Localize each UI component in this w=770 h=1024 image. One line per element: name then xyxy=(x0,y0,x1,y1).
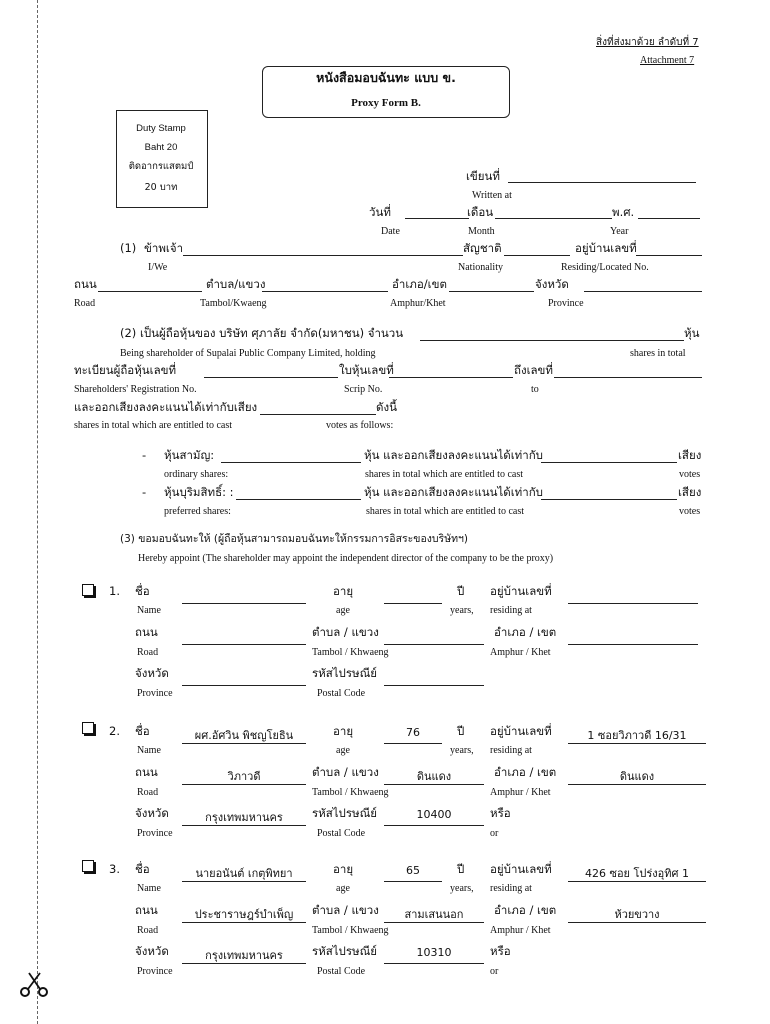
proxy-3-province-thai: จังหวัด xyxy=(135,944,169,958)
month-thai: เดือน xyxy=(467,205,494,219)
proxy-1-postal-en: Postal Code xyxy=(317,688,366,699)
proxy-3-or-thai: หรือ xyxy=(490,944,511,958)
proxy-3-age-value[interactable]: 65 xyxy=(406,864,420,877)
proxy-1-amphur-en: Amphur / Khet xyxy=(490,647,551,658)
proxy-1-province-line xyxy=(182,685,306,686)
proxy-3-age-en: age xyxy=(336,883,350,894)
proxy-1-province-thai: จังหวัด xyxy=(135,666,169,680)
s2-line1-en: Being shareholder of Supalai Public Company Limited, holding xyxy=(120,348,376,359)
date-line[interactable] xyxy=(405,218,469,219)
date-en: Date xyxy=(381,226,400,237)
s1-residing-thai: อยู่บ้านเลขที่ xyxy=(575,241,637,255)
attachment-thai: สิ่งที่ส่งมาด้วย ลำดับที่ 7 xyxy=(596,37,699,48)
proxy-1-years-thai: ปี xyxy=(457,584,465,598)
s2-to-thai: ถึงเลขที่ xyxy=(514,363,553,377)
proxy-2-tambol-line xyxy=(384,784,484,785)
proxy-2-amphur-value[interactable]: ดินแดง xyxy=(619,770,655,783)
proxy-3-amphur-value[interactable]: ห้วยขวาง xyxy=(614,908,660,921)
proxy-3-residing-en: residing at xyxy=(490,883,532,894)
proxy-3-road-thai: ถนน xyxy=(135,903,158,917)
attachment-en: Attachment 7 xyxy=(640,55,695,66)
month-line[interactable] xyxy=(495,218,612,219)
s2-scrip-thai: ใบหุ้นเลขที่ xyxy=(339,363,394,377)
date-thai: วันที่ xyxy=(369,205,391,219)
s2-ordinary-mid-en: shares in total which are entitled to cast xyxy=(365,469,524,480)
proxy-3-or-en: or xyxy=(490,966,499,977)
proxy-1-road-line xyxy=(182,644,306,645)
s2-votes-line[interactable] xyxy=(260,414,376,415)
proxy-2-years-en: years, xyxy=(450,745,474,756)
s1-province-line[interactable] xyxy=(584,291,702,292)
proxy-3-amphur-line xyxy=(568,922,706,923)
proxy-2-road-thai: ถนน xyxy=(135,765,158,779)
s2-follows-en: votes as follows: xyxy=(326,420,394,431)
title-en: Proxy Form B. xyxy=(351,97,421,109)
proxy-1-age-en: age xyxy=(336,605,350,616)
s1-tambol-line[interactable] xyxy=(262,291,388,292)
stamp-line3: ติดอากรแสตมป์ xyxy=(128,161,194,172)
proxy-1-postal-thai: รหัสไปรษณีย์ xyxy=(312,666,378,680)
s2-ordinary-en: ordinary shares: xyxy=(164,469,229,480)
s2-to-line[interactable] xyxy=(554,377,702,378)
s2-ordinary-thai: หุ้นสามัญ: xyxy=(164,448,215,462)
s2-votes-en: shares in total which are entitled to cast xyxy=(74,420,233,431)
proxy-1-road-thai: ถนน xyxy=(135,625,158,639)
s2-registration-line[interactable] xyxy=(204,377,338,378)
proxy-1-age-line xyxy=(384,603,442,604)
proxy-2-road-value[interactable]: วิภาวดี xyxy=(227,770,261,783)
proxy-3-tambol-en: Tambol / Khwaeng xyxy=(312,925,389,936)
proxy-2-house-line xyxy=(568,743,706,744)
proxy-2-residing-en: residing at xyxy=(490,745,532,756)
s1-road-thai: ถนน xyxy=(74,277,97,291)
cut-line xyxy=(37,0,38,1024)
year-en: Year xyxy=(610,226,629,237)
proxy-2-name-line xyxy=(182,743,306,744)
year-thai: พ.ศ. xyxy=(612,205,635,219)
stamp-line1: Duty Stamp xyxy=(136,123,186,134)
proxy-3-postal-line xyxy=(384,963,484,964)
proxy-2-tambol-en: Tambol / Khwaeng xyxy=(312,787,389,798)
s1-province-thai: จังหวัด xyxy=(535,277,569,291)
s2-preferred-mid-en: shares in total which are entitled to cast xyxy=(366,506,525,517)
s2-preferred-vote-en: votes xyxy=(679,506,701,517)
s2-registration-en: Shareholders' Registration No. xyxy=(74,384,197,395)
s2-scrip-en: Scrip No. xyxy=(344,384,383,395)
proxy-2-road-en: Road xyxy=(137,787,159,798)
proxy-3-age-thai: อายุ xyxy=(333,862,354,876)
s2-to-en: to xyxy=(531,384,539,395)
s2-scrip-line[interactable] xyxy=(389,377,513,378)
s1-nationality-line[interactable] xyxy=(504,255,570,256)
s2-shares-line[interactable] xyxy=(420,340,684,341)
proxy-2-province-en: Province xyxy=(137,828,173,839)
s1-road-line[interactable] xyxy=(98,291,202,292)
s2-follows-thai: ดังนี้ xyxy=(376,400,397,414)
proxy-2-province-value[interactable]: กรุงเทพมหานคร xyxy=(205,811,283,824)
s2-ordinary-vote-thai: เสียง xyxy=(678,448,702,462)
s2-bullet-ordinary: - xyxy=(142,448,147,462)
proxy-2-amphur-thai: อำเภอ / เขต xyxy=(494,765,557,779)
s2-preferred-line[interactable] xyxy=(236,499,361,500)
proxy-1-tambol-thai: ตำบล / แขวง xyxy=(312,625,379,639)
s2-preferred-thai: หุ้นบุริมสิทธิ์: : xyxy=(164,485,234,499)
proxy-2-checkbox[interactable] xyxy=(82,722,94,734)
proxy-2-age-thai: อายุ xyxy=(333,724,354,738)
proxy-3-number: 3. xyxy=(109,862,120,876)
s1-tambol-en: Tambol/Kwaeng xyxy=(200,298,267,309)
proxy-3-name-en: Name xyxy=(137,883,161,894)
s2-registration-thai: ทะเบียนผู้ถือหุ้นเลขที่ xyxy=(74,363,177,377)
proxy-3-postal-value[interactable]: 10310 xyxy=(416,946,452,959)
proxy-3-province-en: Province xyxy=(137,966,173,977)
proxy-3-postal-thai: รหัสไปรษณีย์ xyxy=(312,944,378,958)
s3-en: Hereby appoint (The shareholder may appoint the independent director of the company to be the proxy) xyxy=(138,553,554,564)
s2-line1-thai: (2) เป็นผู้ถือหุ้นของ บริษัท ศุภาลัย จำกัด(มหาชน) จำนวน xyxy=(120,326,404,340)
s2-votes-thai: และออกเสียงลงคะแนนได้เท่ากับเสียง xyxy=(74,400,258,414)
s2-ordinary-votes-line[interactable] xyxy=(541,462,677,463)
s1-road-en: Road xyxy=(74,298,96,309)
title-thai: หนังสือมอบฉันทะ แบบ ข. xyxy=(316,70,456,85)
month-en: Month xyxy=(468,226,495,237)
s2-preferred-en: preferred shares: xyxy=(164,506,231,517)
proxy-3-name-line xyxy=(182,881,306,882)
proxy-2-house-value[interactable]: 1 ซอยวิภาวดี 16/31 xyxy=(587,729,687,742)
s1-tambol-thai: ตำบล/แขวง xyxy=(206,277,266,291)
stamp-line2: Baht 20 xyxy=(144,142,178,153)
proxy-3-amphur-en: Amphur / Khet xyxy=(490,925,551,936)
proxy-3-province-line xyxy=(182,963,306,964)
s2-ordinary-mid-thai: หุ้น และออกเสียงลงคะแนนได้เท่ากับ xyxy=(364,448,543,462)
proxy-1-postal-line xyxy=(384,685,484,686)
proxy-2-age-line xyxy=(384,743,442,744)
proxy-3-road-line xyxy=(182,922,306,923)
proxy-2-number: 2. xyxy=(109,724,120,738)
proxy-2-age-value[interactable]: 76 xyxy=(406,726,420,739)
proxy-2-road-line xyxy=(182,784,306,785)
written-at-thai: เขียนที่ xyxy=(466,169,500,183)
proxy-2-name-value[interactable]: ผศ.อัศวิน พิชญโยธิน xyxy=(194,729,294,742)
s2-shares-thai: หุ้น xyxy=(684,326,700,340)
proxy-2-name-en: Name xyxy=(137,745,161,756)
proxy-3-road-en: Road xyxy=(137,925,159,936)
proxy-1-checkbox[interactable] xyxy=(82,584,94,596)
proxy-1-road-en: Road xyxy=(137,647,159,658)
proxy-2-or-en: or xyxy=(490,828,499,839)
proxy-3-house-line xyxy=(568,881,706,882)
s2-preferred-vote-thai: เสียง xyxy=(678,485,702,499)
s1-amphur-line[interactable] xyxy=(449,291,534,292)
proxy-3-tambol-value[interactable]: สามเสนนอก xyxy=(404,908,464,921)
proxy-3-name-value[interactable]: นายอนันต์ เกตุพิทยา xyxy=(195,867,293,880)
s1-name-line[interactable] xyxy=(183,255,463,256)
s2-preferred-votes-line[interactable] xyxy=(541,499,677,500)
stamp-line4: 20 บาท xyxy=(144,182,178,193)
proxy-1-name-line xyxy=(182,603,306,604)
proxy-2-postal-value[interactable]: 10400 xyxy=(416,808,452,821)
proxy-1-residing-en: residing at xyxy=(490,605,532,616)
proxy-2-province-line xyxy=(182,825,306,826)
proxy-1-house-line xyxy=(568,603,698,604)
s1-residing-en: Residing/Located No. xyxy=(561,262,649,273)
proxy-3-house-value[interactable]: 426 ซอย โปร่งอุทิศ 1 xyxy=(584,867,689,880)
s1-amphur-en: Amphur/Khet xyxy=(390,298,446,309)
proxy-2-province-thai: จังหวัด xyxy=(135,806,169,820)
proxy-3-name-thai: ชื่อ xyxy=(135,862,150,876)
proxy-3-road-value[interactable]: ประชาราษฎร์บำเพ็ญ xyxy=(194,908,294,921)
proxy-2-tambol-thai: ตำบล / แขวง xyxy=(312,765,379,779)
s3-thai: (3) ขอมอบฉันทะให้ (ผู้ถือหุ้นสามารถมอบฉันทะให้กรรมการอิสระของบริษัทฯ) xyxy=(120,533,469,545)
written-at-en: Written at xyxy=(472,190,512,201)
proxy-2-postal-thai: รหัสไปรษณีย์ xyxy=(312,806,378,820)
proxy-3-years-thai: ปี xyxy=(457,862,465,876)
s2-ordinary-vote-en: votes xyxy=(679,469,701,480)
proxy-3-amphur-thai: อำเภอ / เขต xyxy=(494,903,557,917)
proxy-2-age-en: age xyxy=(336,745,350,756)
s2-ordinary-line[interactable] xyxy=(221,462,361,463)
s1-amphur-thai: อำเภอ/เขต xyxy=(392,277,447,291)
s1-residing-line[interactable] xyxy=(636,255,702,256)
s1-nationality-en: Nationality xyxy=(458,262,503,273)
proxy-1-tambol-en: Tambol / Khwaeng xyxy=(312,647,389,658)
year-line[interactable] xyxy=(638,218,700,219)
proxy-3-tambol-line xyxy=(384,922,484,923)
proxy-3-province-value[interactable]: กรุงเทพมหานคร xyxy=(205,949,283,962)
proxy-1-amphur-line xyxy=(568,644,698,645)
proxy-3-years-en: years, xyxy=(450,883,474,894)
proxy-1-name-en: Name xyxy=(137,605,161,616)
s1-iwe-en: I/We xyxy=(148,262,168,273)
proxy-2-postal-en: Postal Code xyxy=(317,828,366,839)
proxy-2-or-thai: หรือ xyxy=(490,806,511,820)
s2-preferred-mid-thai: หุ้น และออกเสียงลงคะแนนได้เท่ากับ xyxy=(364,485,543,499)
proxy-1-name-thai: ชื่อ xyxy=(135,584,150,598)
proxy-2-residing-thai: อยู่บ้านเลขที่ xyxy=(490,724,552,738)
s1-nationality-thai: สัญชาติ xyxy=(463,241,502,255)
s2-bullet-preferred: - xyxy=(142,485,147,499)
proxy-1-years-en: years, xyxy=(450,605,474,616)
proxy-3-residing-thai: อยู่บ้านเลขที่ xyxy=(490,862,552,876)
proxy-3-checkbox[interactable] xyxy=(82,860,94,872)
proxy-2-name-thai: ชื่อ xyxy=(135,724,150,738)
proxy-1-amphur-thai: อำเภอ / เขต xyxy=(494,625,557,639)
proxy-2-postal-line xyxy=(384,825,484,826)
proxy-2-years-thai: ปี xyxy=(457,724,465,738)
proxy-2-amphur-line xyxy=(568,784,706,785)
proxy-3-age-line xyxy=(384,881,442,882)
proxy-2-amphur-en: Amphur / Khet xyxy=(490,787,551,798)
proxy-1-tambol-line xyxy=(384,644,484,645)
s1-num: (1) xyxy=(120,241,137,255)
scissors-icon xyxy=(18,970,52,1000)
proxy-1-residing-thai: อยู่บ้านเลขที่ xyxy=(490,584,552,598)
proxy-3-tambol-thai: ตำบล / แขวง xyxy=(312,903,379,917)
proxy-1-province-en: Province xyxy=(137,688,173,699)
s2-total-en: shares in total xyxy=(630,348,686,359)
s1-province-en: Province xyxy=(548,298,584,309)
proxy-3-postal-en: Postal Code xyxy=(317,966,366,977)
s1-iwe-thai: ข้าพเจ้า xyxy=(144,241,184,255)
proxy-1-age-thai: อายุ xyxy=(333,584,354,598)
proxy-1-number: 1. xyxy=(109,584,120,598)
written-at-line[interactable] xyxy=(508,182,696,183)
proxy-2-tambol-value[interactable]: ดินแดง xyxy=(416,770,452,783)
